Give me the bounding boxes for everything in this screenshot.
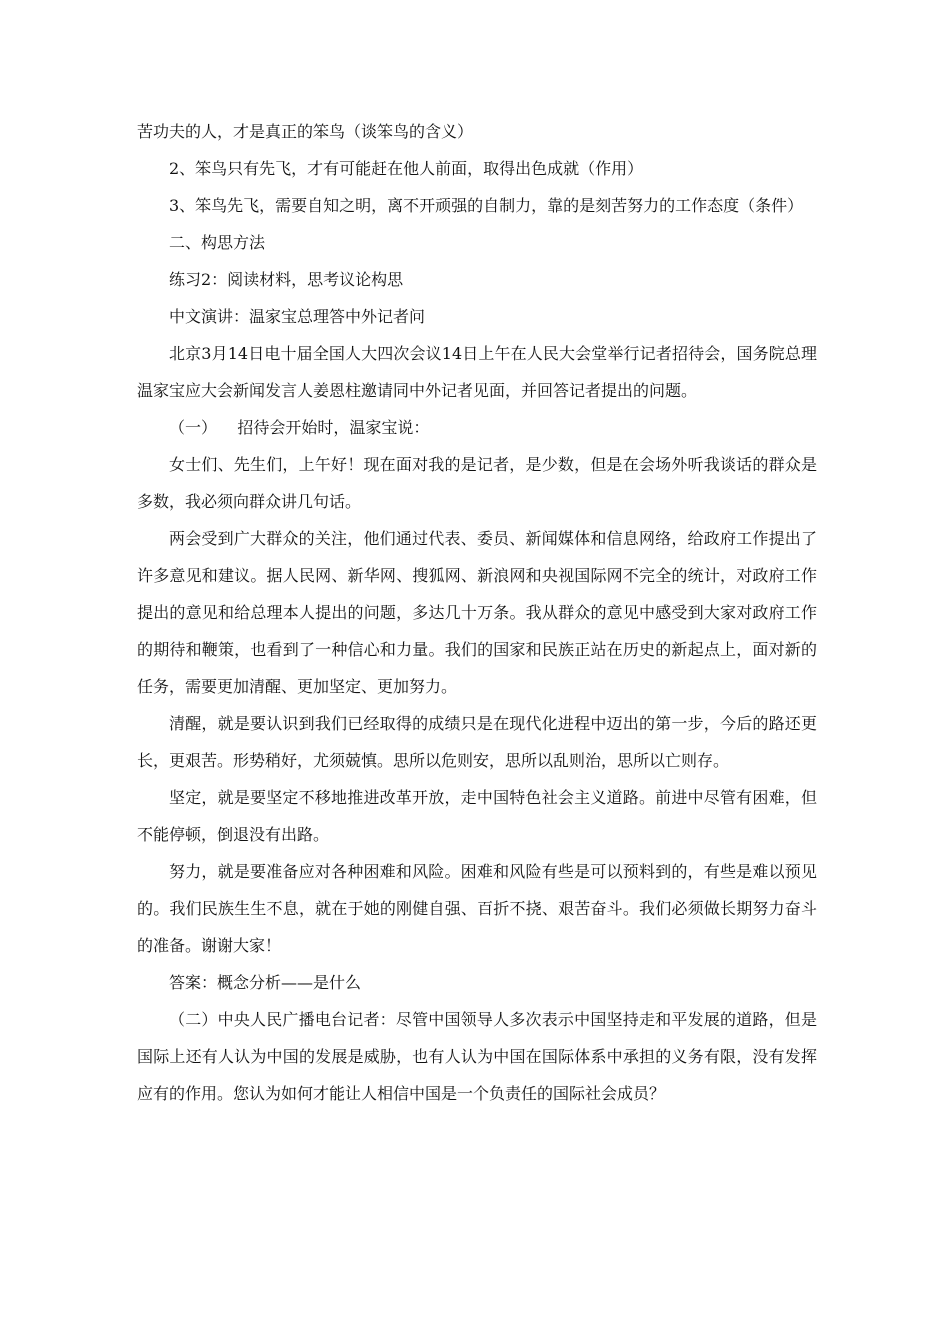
- speech-paragraph-4: 坚定，就是要坚定不移地推进改革开放，走中国特色社会主义道路。前进中尽管有困难，但不能停顿，倒退没有出路。: [137, 788, 817, 844]
- exercise-title: 练习2：阅读材料，思考议论构思: [169, 270, 404, 289]
- speech-paragraph-3: 清醒，就是要认识到我们已经取得的成绩只是在现代化进程中迈出的第一步，今后的路还更长，更艰苦。形势稍好，尤须兢慎。思所以危则安，思所以乱则治，思所以亡则存。: [137, 714, 817, 770]
- answer-line: 答案：概念分析——是什么: [169, 973, 362, 992]
- question-two-paragraph: （二）中央人民广播电台记者：尽管中国领导人多次表示中国坚持走和平发展的道路，但是国际上还有人认为中国的发展是威胁，也有人认为中国在国际体系中承担的义务有限，没有发挥应有的作用。您认为如何才能让人相信中国是一个负责任的国际社会成员？: [137, 1010, 817, 1103]
- speech-paragraph-5: 努力，就是要准备应对各种困难和风险。困难和风险有些是可以预料到的，有些是难以预见的。我们民族生生不息，就在于她的刚健自强、百折不挠、艰苦奋斗。我们必须做长期努力奋斗的准备。谢谢大家！: [137, 862, 817, 955]
- paragraph-1: 苦功夫的人，才是真正的笨鸟（谈笨鸟的含义）: [137, 122, 474, 141]
- subsection-one-heading: （一） 招待会开始时，温家宝说：: [169, 418, 430, 437]
- speech-paragraph-2: 两会受到广大群众的关注，他们通过代表、委员、新闻媒体和信息网络，给政府工作提出了许多意见和建议。据人民网、新华网、搜狐网、新浪网和央视国际网不完全的统计，对政府工作提出的意见和给总理本人提出的问题，多达几十万条。我从群众的意见中感受到大家对政府工作的期待和鞭策，也看到了一种信心和力量。我们的国家和民族正站在历史的新起点上，面对新的任务，需要更加清醒、更加坚定、更加努力。: [137, 529, 817, 696]
- document-page: [137, 113, 817, 1112]
- speech-paragraph-1: 女士们、先生们，上午好！现在面对我的是记者，是少数，但是在会场外听我谈话的群众是多数，我必须向群众讲几句话。: [137, 455, 817, 511]
- news-lead-paragraph: 北京3月14日电十届全国人大四次会议14日上午在人民大会堂举行记者招待会，国务院总理温家宝应大会新闻发言人姜恩柱邀请同中外记者见面，并回答记者提出的问题。: [137, 344, 817, 400]
- paragraph-3: 3、笨鸟先飞，需要自知之明，离不开顽强的自制力，靠的是刻苦努力的工作态度（条件）: [169, 196, 804, 215]
- section-heading: 二、构思方法: [169, 233, 266, 252]
- speech-title: 中文演讲：温家宝总理答中外记者问: [169, 307, 426, 326]
- paragraph-2: 2、笨鸟只有先飞，才有可能赶在他人前面，取得出色成就（作用）: [169, 159, 644, 178]
